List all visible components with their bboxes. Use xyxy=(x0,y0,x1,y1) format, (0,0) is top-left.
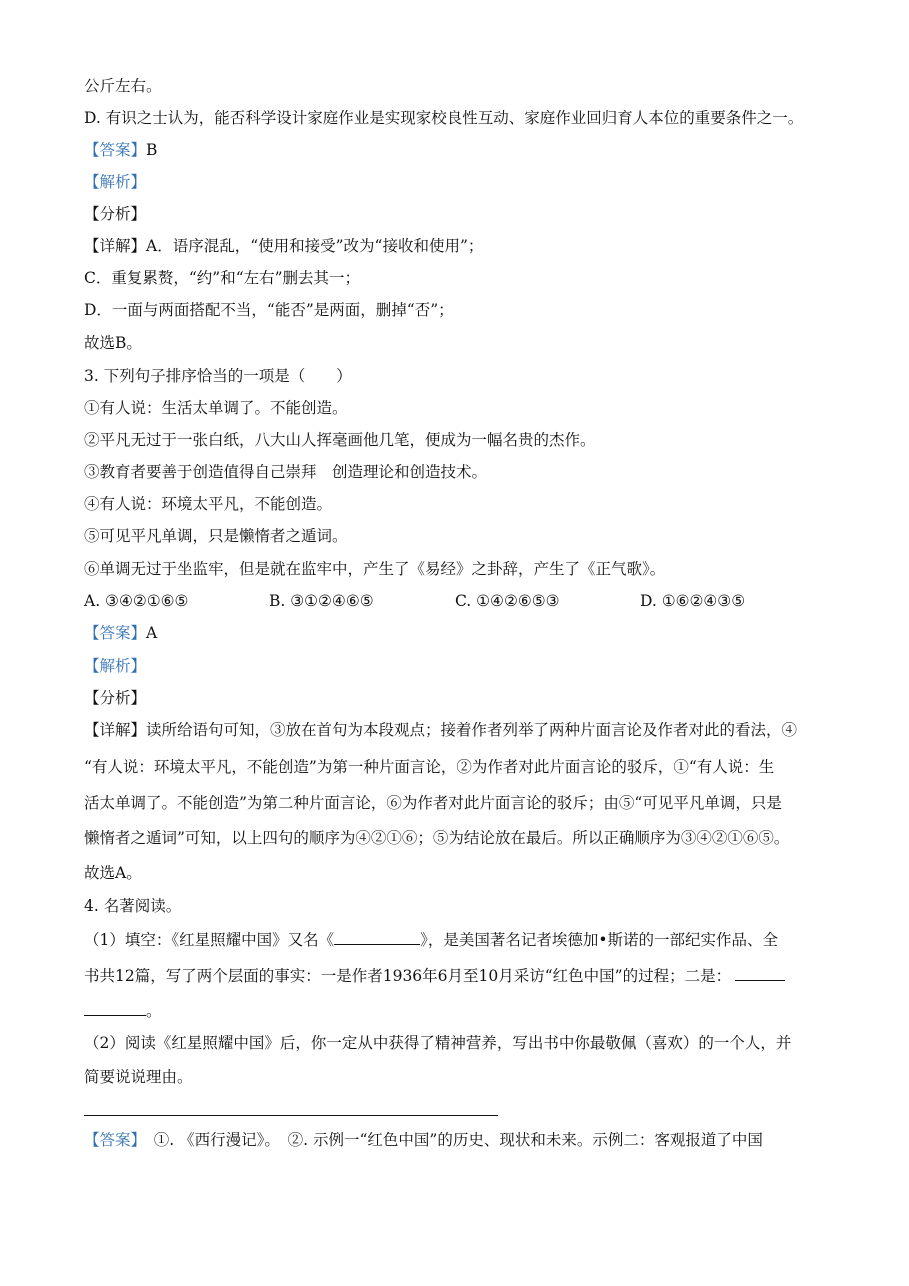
question-4-1 xyxy=(84,930,778,950)
option-c: C. ①④②⑥⑤③ xyxy=(455,592,560,610)
answer-tag: 【答案】 xyxy=(84,1131,139,1149)
sentence-2: ②平凡无过于一张白纸，八大山人挥毫画他几笔，便成为一幅名贵的杰作。 xyxy=(84,431,596,449)
answer-value: B xyxy=(146,141,158,159)
text-line: D. 有识之士认为，能否科学设计家庭作业是实现家校良性互动、家庭作业回归育人本位的重要条件之一。 xyxy=(84,109,804,127)
sentence-5: ⑤可见平凡单调，只是懒惰者之遁词。 xyxy=(84,527,348,545)
analysis-tag: 【解析】 xyxy=(84,657,147,675)
fill-text: 书共12篇，写了两个层面的事实：一是作者1936年6月至10月采访“红色中国”的过程；二是： xyxy=(84,967,732,985)
analysis-tag: 【解析】 xyxy=(84,173,147,191)
fill-text: （1）填空：《红星照耀中国》又名《 xyxy=(84,931,335,949)
sentence-1: ①有人说：生活太单调了。不能创造。 xyxy=(84,399,348,417)
answer-tag: 【答案】 xyxy=(84,141,147,159)
detail-line: “有人说：环境太平凡，不能创造”为第一种片面言论，②为作者对此片面言论的驳斥，①“有人说：生 xyxy=(84,758,775,776)
answer-line xyxy=(84,140,157,160)
fenxi-tag: 【分析】 xyxy=(84,205,147,223)
question-4-1-cont xyxy=(84,966,785,986)
option-b: B. ③①②④⑥⑤ xyxy=(269,592,374,610)
text-line: 公斤左右。 xyxy=(84,77,162,95)
text-line: 故选B。 xyxy=(84,334,142,352)
question-4-2: （2）阅读《红星照耀中国》后，你一定从中获得了精神营养，写出书中你最敬佩（喜欢）的一个人，并 xyxy=(84,1034,792,1052)
option-d: D. ①⑥②④③⑤ xyxy=(640,592,746,610)
question-3: 3. 下列句子排序恰当的一项是（ ） xyxy=(84,367,352,385)
fill-blank xyxy=(334,930,420,945)
question-4-2-cont: 简要说说理由。 xyxy=(84,1068,193,1086)
text-line: C．重复累赘，“约”和“左右”删去其一； xyxy=(84,269,361,287)
text-line: 故选A。 xyxy=(84,864,142,882)
fill-blank xyxy=(84,1001,146,1016)
answer-line xyxy=(84,1130,763,1150)
detail-line: 【详解】读所给语句可知，③放在首句为本段观点；接着作者列举了两种片面言论及作者对此的看法，④ xyxy=(84,721,798,739)
answer-value: ①. 《西行漫记》。 ②. 示例一“红色中国”的历史、现状和未来。示例二：客观报道了中国 xyxy=(138,1131,763,1149)
fill-blank xyxy=(735,966,785,981)
answer-line-rule xyxy=(84,1115,498,1116)
sentence-6: ⑥单调无过于坐监牢，但是就在监牢中，产生了《易经》之卦辞，产生了《正气歌》。 xyxy=(84,560,666,578)
text-line: 【详解】A．语序混乱，“使用和接受”改为“接收和使用”； xyxy=(84,237,484,255)
fenxi-tag: 【分析】 xyxy=(84,689,147,707)
detail-line: 懒惰者之遁词”可知，以上四句的顺序为④②①⑥；⑤为结论放在最后。所以正确顺序为③④②①⑥⑤。 xyxy=(84,829,790,847)
answer-line xyxy=(84,623,157,643)
option-a: A. ③④②①⑥⑤ xyxy=(84,592,189,610)
question-4-1-end xyxy=(84,1001,162,1021)
sentence-4: ④有人说：环境太平凡，不能创造。 xyxy=(84,495,333,513)
answer-tag: 【答案】 xyxy=(84,624,147,642)
question-4: 4. 名著阅读。 xyxy=(84,897,182,915)
answer-value: A xyxy=(146,624,158,642)
fill-text: 。 xyxy=(146,1002,162,1020)
text-line: D．一面与两面搭配不当，“能否”是两面，删掉“否”； xyxy=(84,301,454,319)
sentence-3: ③教育者要善于创造值得自己崇拜 创造理论和创造技术。 xyxy=(84,463,488,481)
detail-line: 活太单调了。不能创造”为第二种片面言论，⑥为作者对此片面言论的驳斥；由⑤“可见平凡单调，只是 xyxy=(84,794,782,812)
fill-text: 》，是美国著名记者埃德加•斯诺的一部纪实作品、全 xyxy=(420,931,779,949)
